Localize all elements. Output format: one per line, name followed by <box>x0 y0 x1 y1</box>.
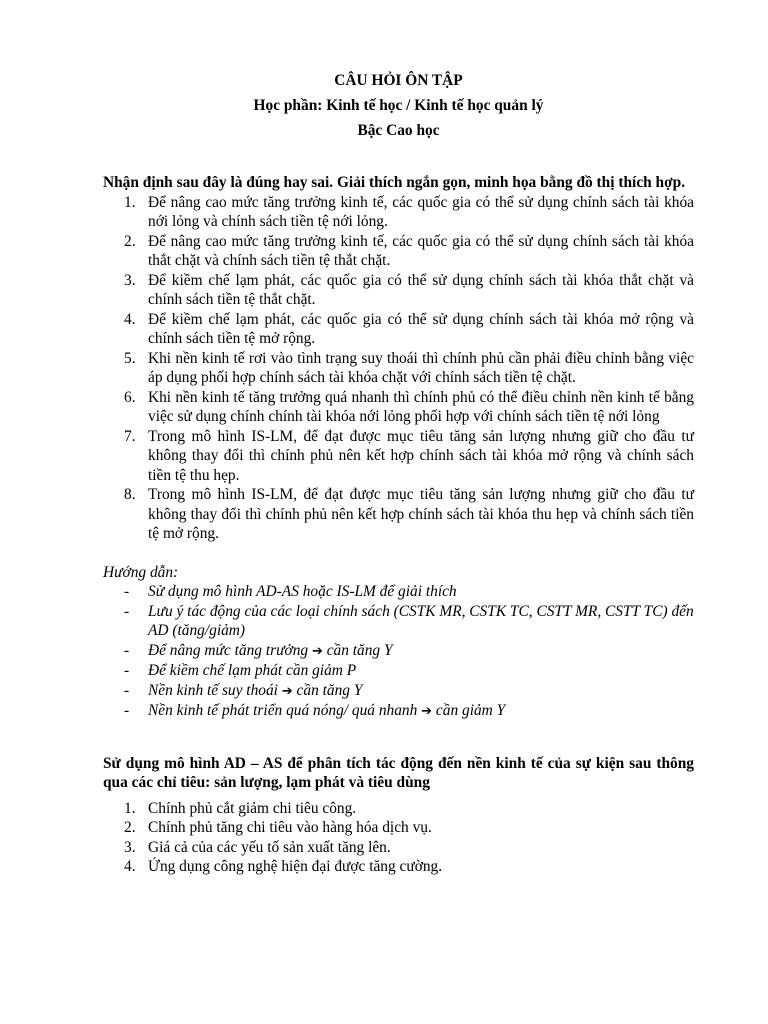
guide-item <box>103 582 694 602</box>
item-text: Để nâng cao mức tăng trưởng kinh tế, các quốc gia có thể sử dụng chính sách tài khóa thắt chặt và chính sách tiền tệ thắt chặt. <box>148 232 694 269</box>
item-number: 6. <box>124 388 136 406</box>
list-item <box>103 857 694 877</box>
guide-item <box>103 661 694 681</box>
guide-text: Để kiềm chế lạm phát cần giảm P <box>148 662 357 679</box>
guide-text-after: cần tăng Y <box>322 641 393 659</box>
dash-bullet: - <box>124 702 130 719</box>
item-text: Khi nền kinh tế rơi vào tình trạng suy thoái thì chính phủ cần phải điều chỉnh bằng việc áp dụng phối hợp chính sách tài khóa chặt với chính sách tiền tệ chặt. <box>148 349 694 386</box>
guide-text: Lưu ý tác động của các loại chính sách (CSTK MR, CSTK TC, CSTT MR, CSTT TC) đến AD (tăng/giảm) <box>148 602 694 639</box>
list-item <box>103 349 694 388</box>
course-name: Học phần: Kinh tế học / Kinh tế học quản lý <box>253 97 544 114</box>
list-item <box>103 838 694 858</box>
item-number: 2. <box>124 819 136 836</box>
arrow-right-icon: ➔ <box>281 683 293 699</box>
section2-list <box>103 799 694 877</box>
section1-heading: Nhận định sau đây là đúng hay sai. Giải thích ngắn gọn, minh họa bằng đồ thị thích hợp. <box>103 174 686 191</box>
guide-list <box>103 582 694 722</box>
guide-label: Hướng dẫn: <box>103 563 179 581</box>
list-item <box>103 485 694 544</box>
guide-text: Nền kinh tế suy thoái <box>148 681 282 699</box>
item-text: Chính phủ cắt giảm chi tiêu công. <box>148 799 357 817</box>
item-text: Giá cả của các yếu tố sản xuất tăng lên. <box>148 838 391 856</box>
guide-text: Để nâng mức tăng trưởng <box>148 641 312 659</box>
item-text: Chính phủ tăng chi tiêu vào hàng hóa dịch vụ. <box>148 819 432 836</box>
title-block <box>103 68 694 143</box>
item-number: 5. <box>124 349 136 367</box>
dash-bullet: - <box>124 641 130 659</box>
item-number: 4. <box>124 858 136 875</box>
guide-text: Sử dụng mô hình AD-AS hoặc IS-LM để giải thích <box>148 583 457 600</box>
document-page <box>103 68 694 877</box>
dash-bullet: - <box>124 681 130 699</box>
item-text: Trong mô hình IS-LM, để đạt được mục tiêu tăng sản lượng nhưng giữ cho đầu tư không thay đổi thì chính phủ nên kết hợp chính sách tài khóa mở rộng và chính sách tiền tệ thu hẹp. <box>148 427 694 484</box>
section2-heading: Sử dụng mô hình AD – AS để phân tích tác động đến nền kinh tế của sự kiện sau thông qua các chỉ tiêu: sản lượng, lạm phát và tiêu dùng <box>103 754 694 791</box>
document-title: CÂU HỎI ÔN TẬP <box>334 72 463 89</box>
degree-level: Bậc Cao học <box>357 122 440 139</box>
item-text: Trong mô hình IS-LM, để đạt được mục tiêu tăng sản lượng nhưng giữ cho đầu tư không thay đổi thì chính phủ nên kết hợp chính sách tài khóa thu hẹp và chính sách tiền tệ mở rộng. <box>148 486 694 542</box>
arrow-right-icon: ➔ <box>421 704 433 719</box>
list-item <box>103 818 694 838</box>
item-number: 4. <box>124 310 136 328</box>
item-text: Để nâng cao mức tăng trưởng kinh tế, các quốc gia có thể sử dụng chính sách tài khóa nới lỏng và chính sách tiền tệ nới lỏng. <box>148 193 694 230</box>
dash-bullet: - <box>124 602 130 620</box>
list-item <box>103 427 694 486</box>
list-item <box>103 310 694 349</box>
item-text: Ứng dụng công nghệ hiện đại được tăng cường. <box>148 858 443 875</box>
item-number: 3. <box>124 271 136 289</box>
item-number: 7. <box>124 427 136 445</box>
list-item <box>103 193 694 232</box>
item-number: 1. <box>124 799 136 817</box>
guide-item <box>103 641 694 662</box>
guide-item <box>103 681 694 702</box>
item-number: 8. <box>124 486 136 503</box>
item-text: Khi nền kinh tế tăng trưởng quá nhanh thì chính phủ có thể điều chỉnh nền kinh tế bằng việc sử dụng chính chính tài khóa nới lỏng phối hợp với chính sách tiền tệ nới lỏng <box>148 388 694 425</box>
item-text: Để kiềm chế lạm phát, các quốc gia có thể sử dụng chính sách tài khóa thắt chặt và chính sách tiền tệ thắt chặt. <box>148 271 694 308</box>
list-item <box>103 271 694 310</box>
dash-bullet: - <box>124 583 130 600</box>
item-text: Để kiềm chế lạm phát, các quốc gia có thể sử dụng chính sách tài khóa mở rộng và chính sách tiền tệ mở rộng. <box>148 310 694 347</box>
guide-item <box>103 701 694 722</box>
list-item <box>103 388 694 427</box>
item-number: 2. <box>124 232 136 250</box>
list-item <box>103 799 694 819</box>
guide-text-after: cần giảm Y <box>432 702 506 719</box>
guide-item <box>103 602 694 641</box>
guide-text-after: cần tăng Y <box>292 681 363 699</box>
item-number: 3. <box>124 838 136 856</box>
list-item <box>103 232 694 271</box>
dash-bullet: - <box>124 662 130 679</box>
arrow-right-icon: ➔ <box>311 643 323 659</box>
section1-list <box>103 193 694 544</box>
guide-text: Nền kinh tế phát triển quá nóng/ quá nhanh <box>148 702 422 719</box>
item-number: 1. <box>124 193 136 211</box>
